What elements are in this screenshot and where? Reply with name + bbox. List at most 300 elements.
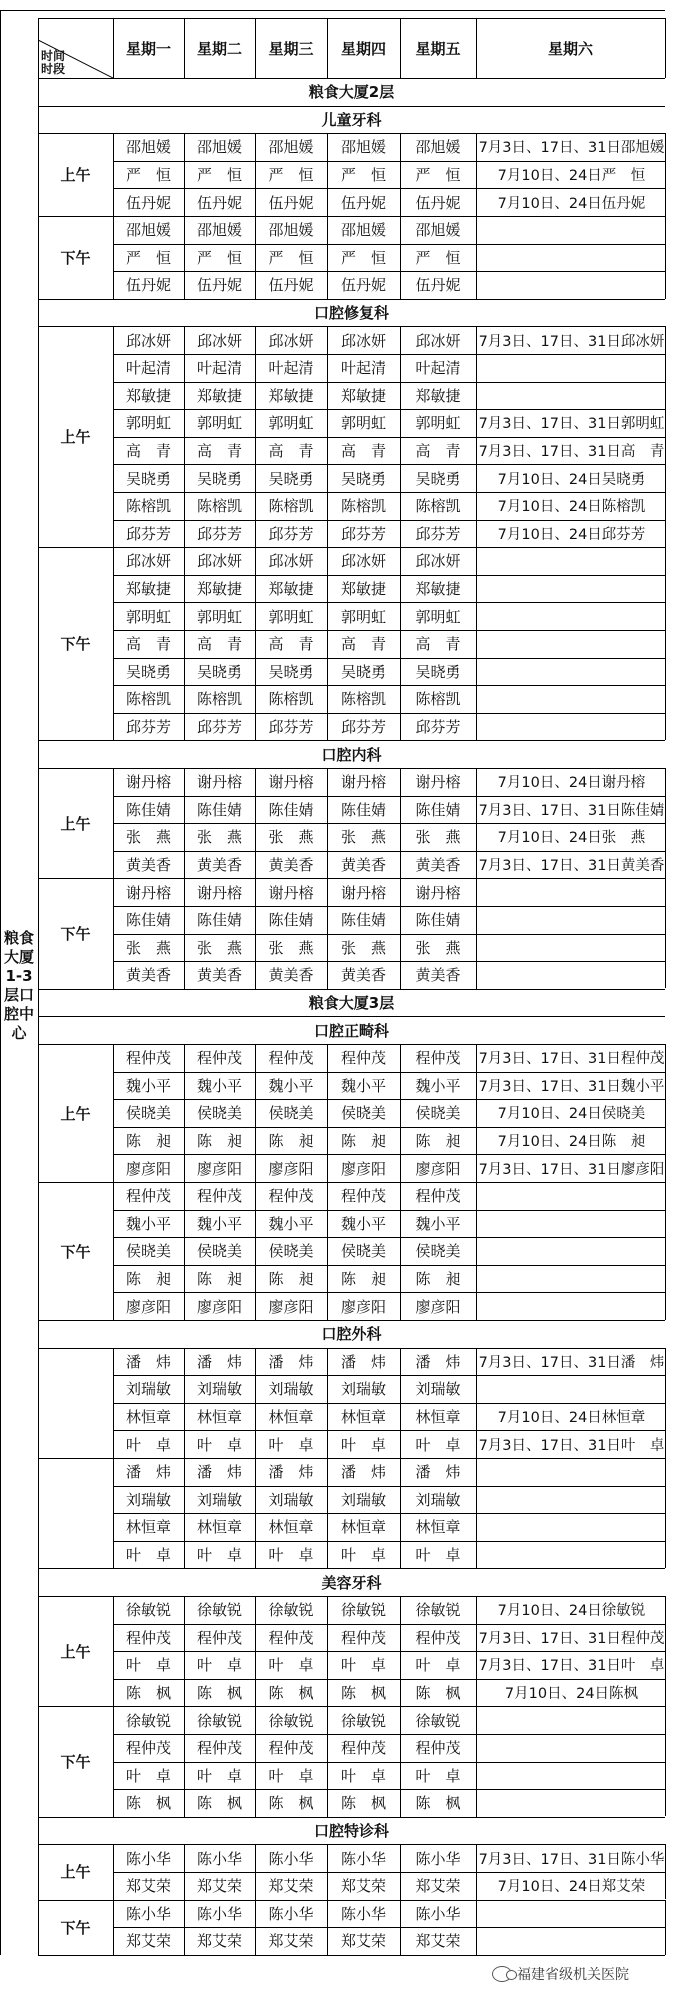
grid-line [476, 1430, 477, 1458]
grid-line [476, 1154, 477, 1182]
doctor-cell: 郑艾荣 [125, 1877, 171, 1896]
watermark [492, 1962, 629, 1986]
doctor-cell: 侯晓美 [340, 1242, 386, 1261]
doctor-cell: 邵旭媛 [268, 138, 314, 157]
doctor-cell: 刘瑞敏 [268, 1380, 314, 1399]
day-header: 星期四 [340, 39, 386, 58]
saturday-cell [478, 382, 665, 410]
doctor-cell: 吴晓勇 [125, 662, 171, 681]
doctor-cell: 林恒章 [340, 1408, 386, 1427]
period-label [38, 1458, 113, 1568]
doctor-cell: 严 恒 [268, 166, 314, 185]
doctor-cell: 陈榕凯 [125, 690, 171, 709]
doctor-cell: 谢丹榕 [125, 883, 171, 902]
grid-line [476, 1486, 477, 1514]
grid-line [665, 1706, 666, 1816]
doctor-cell: 邱芬芳 [268, 524, 314, 543]
saturday-cell: 7月10日、24日陈 昶 [497, 1134, 646, 1151]
doctor-cell: 叶 卓 [125, 1656, 171, 1675]
saturday-cell: 7月3日、17日、31日陈佳婧 [478, 802, 665, 819]
doctor-cell: 吴晓勇 [415, 469, 461, 488]
doctor-cell: 郑敏捷 [340, 580, 386, 599]
doctor-cell: 廖彦阳 [268, 1159, 314, 1178]
doctor-cell: 张 燕 [415, 938, 461, 957]
doctor-cell: 黄美香 [268, 966, 314, 985]
saturday-cell: 7月10日、24日侯晓美 [497, 1106, 646, 1123]
doctor-cell: 刘瑞敏 [196, 1490, 242, 1509]
doctor-cell: 陈小华 [340, 1904, 386, 1923]
doctor-cell: 叶 卓 [415, 1546, 461, 1565]
doctor-cell: 张 燕 [268, 938, 314, 957]
doctor-cell: 魏小平 [340, 1214, 386, 1233]
doctor-cell: 林恒章 [125, 1408, 171, 1427]
saturday-cell [478, 1734, 665, 1762]
grid-line [476, 602, 477, 630]
doctor-cell: 叶起清 [125, 359, 171, 378]
period-label: 上午 [60, 166, 91, 185]
grid-line [476, 934, 477, 962]
doctor-cell: 魏小平 [125, 1076, 171, 1095]
saturday-cell: 7月10日、24日谢丹榕 [497, 775, 646, 792]
grid-line [113, 18, 114, 78]
saturday-cell: 7月3日、17日、31日廖彦阳 [478, 1161, 665, 1178]
saturday-cell: 7月10日、24日吴晓勇 [497, 471, 646, 488]
doctor-cell: 潘 炜 [196, 1352, 242, 1371]
doctor-cell: 陈小华 [125, 1849, 171, 1868]
doctor-cell: 陈佳婧 [268, 800, 314, 819]
doctor-cell: 刘瑞敏 [268, 1490, 314, 1509]
doctor-cell: 陈 枫 [415, 1794, 461, 1813]
doctor-cell: 伍丹妮 [268, 193, 314, 212]
doctor-cell: 谢丹榕 [415, 883, 461, 902]
doctor-cell: 叶 卓 [415, 1656, 461, 1675]
doctor-cell: 邱芬芳 [340, 718, 386, 737]
doctor-cell: 徐敏锐 [340, 1601, 386, 1620]
doctor-cell: 廖彦阳 [268, 1297, 314, 1316]
doctor-cell: 侯晓美 [268, 1104, 314, 1123]
doctor-cell: 邱芬芳 [196, 718, 242, 737]
saturday-cell [478, 1927, 665, 1955]
saturday-cell: 7月10日、24日林恒章 [497, 1410, 646, 1427]
doctor-cell: 刘瑞敏 [196, 1380, 242, 1399]
doctor-cell: 魏小平 [415, 1076, 461, 1095]
grid-line [476, 1265, 477, 1293]
doctor-cell: 魏小平 [125, 1214, 171, 1233]
doctor-cell: 高 青 [340, 442, 386, 461]
doctor-cell: 徐敏锐 [196, 1601, 242, 1620]
doctor-cell: 陈佳婧 [268, 911, 314, 930]
saturday-cell [478, 1541, 665, 1569]
doctor-cell: 吴晓勇 [415, 662, 461, 681]
doctor-cell: 高 青 [196, 635, 242, 654]
saturday-cell [478, 354, 665, 382]
doctor-cell: 高 青 [125, 635, 171, 654]
doctor-cell: 程仲茂 [415, 1049, 461, 1068]
saturday-cell [478, 1237, 665, 1265]
doctor-cell: 廖彦阳 [415, 1159, 461, 1178]
dept-title: 口腔特诊科 [313, 1822, 389, 1841]
grid-line [476, 1734, 477, 1762]
doctor-cell: 陈 枫 [125, 1794, 171, 1813]
doctor-cell: 邵旭媛 [340, 221, 386, 240]
doctor-cell: 张 燕 [196, 828, 242, 847]
doctor-cell: 叶 卓 [125, 1766, 171, 1785]
grid-line [476, 1375, 477, 1403]
doctor-cell: 程仲茂 [196, 1739, 242, 1758]
grid-line [476, 1182, 477, 1210]
doctor-cell: 邱冰妍 [340, 552, 386, 571]
grid-line [476, 326, 477, 354]
doctor-cell: 陈 昶 [340, 1132, 386, 1151]
doctor-cell: 邱芬芳 [415, 524, 461, 543]
doctor-cell: 黄美香 [415, 856, 461, 875]
doctor-cell: 陈榕凯 [340, 497, 386, 516]
grid-line [665, 1182, 666, 1320]
doctor-cell: 郑敏捷 [268, 580, 314, 599]
doctor-cell: 严 恒 [125, 166, 171, 185]
doctor-cell: 陈 枫 [340, 1684, 386, 1703]
doctor-cell: 侯晓美 [125, 1242, 171, 1261]
doctor-cell: 陈小华 [196, 1904, 242, 1923]
doctor-cell: 郭明虹 [125, 414, 171, 433]
doctor-cell: 邱冰妍 [268, 552, 314, 571]
saturday-cell: 7月3日、17日、31日潘 炜 [478, 1354, 665, 1371]
doctor-cell: 陈小华 [415, 1904, 461, 1923]
saturday-cell [478, 1182, 665, 1210]
grid-line [476, 409, 477, 437]
doctor-cell: 郑敏捷 [125, 580, 171, 599]
doctor-cell: 程仲茂 [415, 1187, 461, 1206]
doctor-cell: 伍丹妮 [340, 193, 386, 212]
doctor-cell: 林恒章 [268, 1408, 314, 1427]
grid-line [0, 10, 1, 1955]
doctor-cell: 高 青 [125, 442, 171, 461]
grid-line [665, 1458, 666, 1568]
grid-line [476, 1237, 477, 1265]
doctor-cell: 廖彦阳 [125, 1297, 171, 1316]
grid-line [476, 906, 477, 934]
grid-line [476, 768, 477, 796]
doctor-cell: 伍丹妮 [125, 193, 171, 212]
period-label: 下午 [60, 1753, 91, 1772]
grid-line [665, 133, 666, 216]
doctor-cell: 陈榕凯 [125, 497, 171, 516]
doctor-cell: 程仲茂 [340, 1187, 386, 1206]
side-label: 粮食大厦1-3层口腔中心 [3, 929, 34, 1043]
doctor-cell: 刘瑞敏 [415, 1490, 461, 1509]
grid-line [476, 1844, 477, 1872]
dept-title: 口腔修复科 [313, 304, 389, 323]
doctor-cell: 程仲茂 [196, 1628, 242, 1647]
grid-line [476, 658, 477, 686]
doctor-cell: 谢丹榕 [340, 773, 386, 792]
grid-line [476, 1624, 477, 1652]
corner-header [38, 18, 113, 78]
doctor-cell: 高 青 [415, 635, 461, 654]
grid-line [476, 437, 477, 465]
grid-line [665, 216, 666, 299]
period-label: 上午 [60, 1104, 91, 1123]
doctor-cell: 谢丹榕 [125, 773, 171, 792]
doctor-cell: 郭明虹 [415, 414, 461, 433]
saturday-cell: 7月3日、17日、31日魏小平 [478, 1078, 665, 1095]
doctor-cell: 邱冰妍 [196, 331, 242, 350]
doctor-cell: 郑敏捷 [340, 386, 386, 405]
doctor-cell: 叶 卓 [196, 1656, 242, 1675]
doctor-cell: 徐敏锐 [268, 1601, 314, 1620]
doctor-cell: 陈 昶 [415, 1132, 461, 1151]
grid-line [476, 961, 477, 989]
doctor-cell: 郭明虹 [196, 414, 242, 433]
doctor-cell: 叶起清 [415, 359, 461, 378]
grid-line [665, 1596, 666, 1706]
saturday-cell: 7月3日、17日、31日程仲茂 [478, 1630, 665, 1647]
saturday-cell [478, 1375, 665, 1403]
doctor-cell: 侯晓美 [196, 1242, 242, 1261]
saturday-cell [478, 575, 665, 603]
doctor-cell: 陈佳婧 [340, 800, 386, 819]
doctor-cell: 陈佳婧 [196, 911, 242, 930]
doctor-cell: 林恒章 [268, 1518, 314, 1537]
doctor-cell: 程仲茂 [125, 1628, 171, 1647]
saturday-cell [478, 658, 665, 686]
grid-line [476, 547, 477, 575]
doctor-cell: 陈佳婧 [125, 911, 171, 930]
doctor-cell: 徐敏锐 [340, 1711, 386, 1730]
period-label: 下午 [60, 635, 91, 654]
doctor-cell: 伍丹妮 [268, 276, 314, 295]
doctor-cell: 黄美香 [268, 856, 314, 875]
doctor-cell: 程仲茂 [415, 1739, 461, 1758]
doctor-cell: 郑敏捷 [415, 386, 461, 405]
saturday-cell [478, 1706, 665, 1734]
period-label: 上午 [60, 428, 91, 447]
doctor-cell: 陈 枫 [415, 1684, 461, 1703]
doctor-cell: 郑艾荣 [340, 1932, 386, 1951]
saturday-cell [478, 1458, 665, 1486]
doctor-cell: 郑敏捷 [415, 580, 461, 599]
doctor-cell: 邵旭媛 [196, 221, 242, 240]
saturday-cell: 7月3日、17日、31日叶 卓 [478, 1437, 665, 1454]
doctor-cell: 魏小平 [340, 1076, 386, 1095]
doctor-cell: 程仲茂 [340, 1049, 386, 1068]
doctor-cell: 叶起清 [340, 359, 386, 378]
doctor-cell: 侯晓美 [268, 1242, 314, 1261]
grid-line [476, 1651, 477, 1679]
saturday-cell: 7月10日、24日邱芬芳 [497, 526, 646, 543]
grid-line [476, 520, 477, 548]
grid-line [476, 1513, 477, 1541]
saturday-cell [478, 1789, 665, 1817]
dept-title: 口腔正畸科 [313, 1021, 389, 1040]
period-label: 下午 [60, 1918, 91, 1937]
doctor-cell: 邱冰妍 [196, 552, 242, 571]
dept-title: 美容牙科 [321, 1573, 382, 1592]
doctor-cell: 叶 卓 [196, 1766, 242, 1785]
doctor-cell: 严 恒 [196, 248, 242, 267]
doctor-cell: 郭明虹 [340, 414, 386, 433]
doctor-cell: 陈 昶 [268, 1270, 314, 1289]
doctor-cell: 邱冰妍 [125, 331, 171, 350]
doctor-cell: 陈佳婧 [196, 800, 242, 819]
doctor-cell: 邱芬芳 [125, 718, 171, 737]
saturday-cell [478, 547, 665, 575]
grid-line [665, 1044, 666, 1182]
period-label: 下午 [60, 248, 91, 267]
doctor-cell: 程仲茂 [196, 1187, 242, 1206]
saturday-cell [478, 1292, 665, 1320]
doctor-cell: 邵旭媛 [340, 138, 386, 157]
doctor-cell: 潘 炜 [340, 1352, 386, 1371]
grid-line [476, 1706, 477, 1734]
doctor-cell: 张 燕 [125, 938, 171, 957]
doctor-cell: 程仲茂 [268, 1049, 314, 1068]
doctor-cell: 谢丹榕 [340, 883, 386, 902]
day-header: 星期六 [547, 39, 593, 58]
doctor-cell: 廖彦阳 [125, 1159, 171, 1178]
doctor-cell: 叶 卓 [125, 1546, 171, 1565]
grid-line [476, 1099, 477, 1127]
doctor-cell: 吴晓勇 [268, 662, 314, 681]
doctor-cell: 邱冰妍 [415, 552, 461, 571]
doctor-cell: 徐敏锐 [415, 1711, 461, 1730]
grid-line [327, 18, 328, 78]
doctor-cell: 徐敏锐 [268, 1711, 314, 1730]
doctor-cell: 陈小华 [268, 1904, 314, 1923]
grid-line [665, 768, 666, 878]
day-header: 星期二 [196, 39, 242, 58]
doctor-cell: 叶 卓 [196, 1546, 242, 1565]
day-header: 星期三 [268, 39, 314, 58]
doctor-cell: 陈榕凯 [268, 497, 314, 516]
doctor-cell: 伍丹妮 [340, 276, 386, 295]
doctor-cell: 林恒章 [415, 1408, 461, 1427]
doctor-cell: 严 恒 [196, 166, 242, 185]
grid-line [665, 1900, 666, 1955]
doctor-cell: 陈小华 [196, 1849, 242, 1868]
saturday-cell [478, 961, 665, 989]
doctor-cell: 廖彦阳 [415, 1297, 461, 1316]
doctor-cell: 叶 卓 [125, 1435, 171, 1454]
saturday-cell: 7月10日、24日陈枫 [504, 1686, 639, 1703]
grid-line [476, 1900, 477, 1928]
doctor-cell: 吴晓勇 [196, 469, 242, 488]
doctor-cell: 程仲茂 [125, 1187, 171, 1206]
saturday-cell [478, 1900, 665, 1928]
grid-line [476, 575, 477, 603]
doctor-cell: 邵旭媛 [268, 221, 314, 240]
doctor-cell: 侯晓美 [196, 1104, 242, 1123]
doctor-cell: 郑艾荣 [125, 1932, 171, 1951]
saturday-cell: 7月10日、24日严 恒 [497, 168, 646, 185]
grid-line [476, 1210, 477, 1238]
doctor-cell: 郭明虹 [340, 607, 386, 626]
doctor-cell: 张 燕 [196, 938, 242, 957]
doctor-cell: 叶 卓 [268, 1766, 314, 1785]
doctor-cell: 郑艾荣 [415, 1932, 461, 1951]
grid-line [476, 161, 477, 189]
doctor-cell: 郑敏捷 [196, 580, 242, 599]
doctor-cell: 伍丹妮 [415, 193, 461, 212]
doctor-cell: 严 恒 [415, 248, 461, 267]
saturday-cell: 7月10日、24日徐敏锐 [497, 1603, 646, 1620]
period-label: 上午 [60, 1863, 91, 1882]
grid-line [665, 326, 666, 547]
grid-line [665, 1348, 666, 1458]
wechat-icon [492, 1966, 512, 1982]
building-title: 粮食大厦2层 [308, 83, 395, 102]
grid-line [476, 464, 477, 492]
doctor-cell: 程仲茂 [415, 1628, 461, 1647]
doctor-cell: 陈佳婧 [125, 800, 171, 819]
doctor-cell: 陈 枫 [196, 1684, 242, 1703]
doctor-cell: 郭明虹 [268, 414, 314, 433]
grid-line [476, 796, 477, 824]
doctor-cell: 陈榕凯 [415, 690, 461, 709]
doctor-cell: 叶 卓 [268, 1546, 314, 1565]
doctor-cell: 侯晓美 [125, 1104, 171, 1123]
saturday-cell: 7月10日、24日张 燕 [497, 830, 646, 847]
grid-line [400, 18, 401, 78]
doctor-cell: 邵旭媛 [125, 221, 171, 240]
grid-line [476, 271, 477, 299]
grid-line [665, 547, 666, 740]
doctor-cell: 郭明虹 [415, 607, 461, 626]
grid-line [476, 1403, 477, 1431]
doctor-cell: 叶 卓 [340, 1766, 386, 1785]
doctor-cell: 邱冰妍 [340, 331, 386, 350]
doctor-cell: 刘瑞敏 [340, 1490, 386, 1509]
watermark-text: 福建省级机关医院 [517, 1967, 629, 1983]
saturday-cell: 7月3日、17日、31日黄美香 [478, 858, 665, 875]
grid-line [476, 1044, 477, 1072]
grid-line [476, 1541, 477, 1569]
grid-line [476, 630, 477, 658]
doctor-cell: 叶 卓 [340, 1435, 386, 1454]
grid-line [476, 133, 477, 161]
doctor-cell: 郭明虹 [125, 607, 171, 626]
doctor-cell: 叶 卓 [415, 1435, 461, 1454]
doctor-cell: 魏小平 [415, 1214, 461, 1233]
doctor-cell: 陈榕凯 [340, 690, 386, 709]
doctor-cell: 邱芬芳 [268, 718, 314, 737]
day-header: 星期五 [415, 39, 461, 58]
grid-line [476, 1679, 477, 1707]
doctor-cell: 黄美香 [340, 966, 386, 985]
grid-line [476, 878, 477, 906]
doctor-cell: 黄美香 [196, 856, 242, 875]
doctor-cell: 陈榕凯 [415, 497, 461, 516]
saturday-cell: 7月3日、17日、31日陈小华 [478, 1851, 665, 1868]
doctor-cell: 陈榕凯 [196, 497, 242, 516]
grid-line [476, 1292, 477, 1320]
saturday-cell [478, 216, 665, 244]
doctor-cell: 郑艾荣 [196, 1932, 242, 1951]
doctor-cell: 邵旭媛 [196, 138, 242, 157]
doctor-cell: 林恒章 [340, 1518, 386, 1537]
doctor-cell: 伍丹妮 [125, 276, 171, 295]
doctor-cell: 潘 炜 [268, 1352, 314, 1371]
doctor-cell: 吴晓勇 [268, 469, 314, 488]
doctor-cell: 陈佳婧 [415, 911, 461, 930]
saturday-cell [478, 244, 665, 272]
doctor-cell: 邵旭媛 [125, 138, 171, 157]
doctor-cell: 郑艾荣 [268, 1932, 314, 1951]
doctor-cell: 程仲茂 [125, 1049, 171, 1068]
grid-line [184, 18, 185, 78]
doctor-cell: 徐敏锐 [125, 1601, 171, 1620]
grid-line [476, 1458, 477, 1486]
